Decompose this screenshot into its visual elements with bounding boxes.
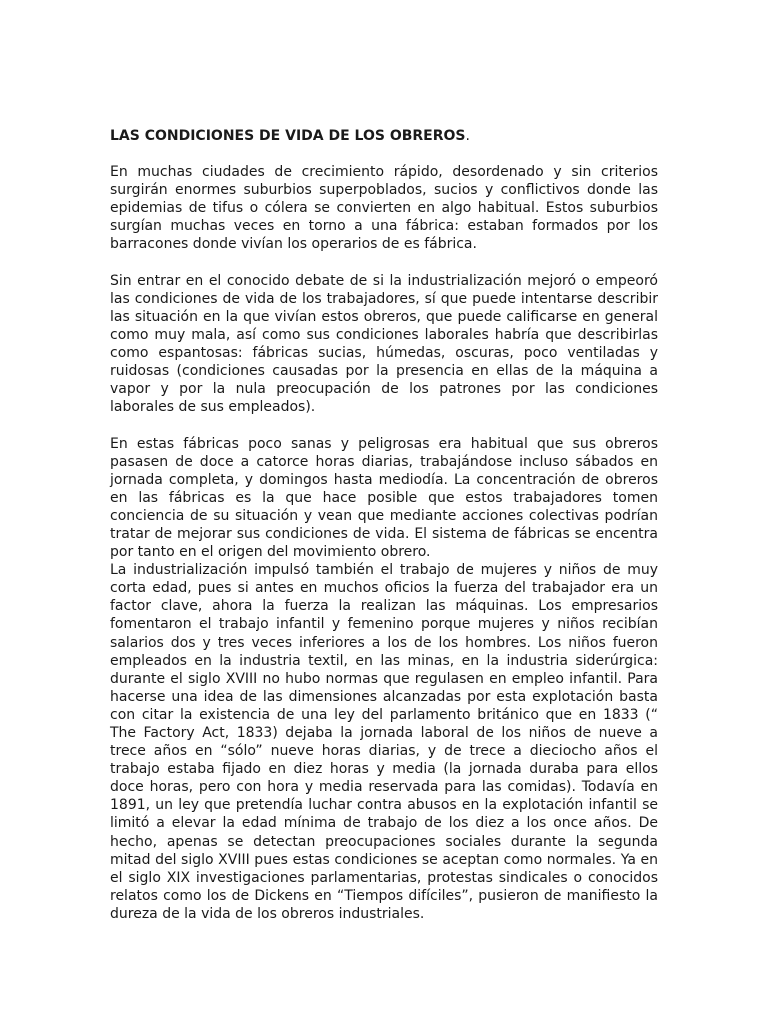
document-title <box>110 127 658 145</box>
paragraph-1: En muchas ciudades de crecimiento rápido, desordenado y sin criterios surgirán enormes suburbios superpoblados, sucios y conflictivos donde las epidemias de tifus o cólera se convierten en algo habitual. Estos suburbios surgían muchas veces en torno a una fábrica: estaban formados por los barracones donde vivían los operarios de es fábrica. <box>110 164 658 253</box>
paragraph-2: Sin entrar en el conocido debate de si la industrialización mejoró o empeoró las condiciones de vida de los trabajadores, sí que puede intentarse describir las situación en la que vivían estos obreros, que puede calificarse en general como muy mala, así como sus condiciones laborales habría que describirlas como espantosas: fábricas sucias, húmedas, oscuras, poco ventiladas y ruidosas (condiciones causadas por la presencia en ellas de la máquina a vapor y por la nula preocupación de los patrones por las condiciones laborales de sus empleados). <box>110 272 658 416</box>
title-suffix: . <box>465 128 470 144</box>
paragraph-4: La industrialización impulsó también el trabajo de mujeres y niños de muy corta edad, pues si antes en muchos oficios la fuerza del trabajador era un factor clave, ahora la fuerza la realizan las máquinas. Los empresarios fomentaron el trabajo infantil y femenino porque mujeres y niños recibían salarios dos y tres veces inferiores a los de los hombres. Los niños fueron empleados en la industria textil, en las minas, en la industria siderúrgica: durante el siglo XVIII no hubo normas que regulasen en empleo infantil. Para hacerse una idea de las dimensiones alcanzadas por esta explotación basta con citar la existencia de una ley del parlamento británico que en 1833 (“ The Factory Act, 1833) dejaba la jornada laboral de los niños de nueve a trece años en “sólo” nueve horas diarias, y de trece a dieciocho años el trabajo estaba fijado en diez horas y media (la jornada duraba para ellos doce horas, pero con hora y media reservada para las comidas). Todavía en 1891, un ley que pretendía luchar contra abusos en la explotación infantil se limitó a elevar la edad mínima de trabajo de los diez a los once años. De hecho, apenas se detectan preocupaciones sociales durante la segunda mitad del siglo XVIII pues estas condiciones se aceptan como normales. Ya en el siglo XIX investigaciones parlamentarias, protestas sindicales o conocidos relatos como los de Dickens en “Tiempos difíciles”, pusieron de manifiesto la dureza de la vida de los obreros industriales. <box>110 562 658 922</box>
title-text: LAS CONDICIONES DE VIDA DE LOS OBREROS <box>110 128 466 144</box>
paragraph-3: En estas fábricas poco sanas y peligrosas era habitual que sus obreros pasasen de doce a catorce horas diarias, trabajándose incluso sábados en jornada completa, y domingos hasta mediodía. La concentración de obreros en las fábricas es la que hace posible que estos trabajadores tomen conciencia de su situación y vean que mediante acciones colectivas podrían tratar de mejorar sus condiciones de vida. El sistema de fábricas se encentra por tanto en el origen del movimiento obrero. <box>110 435 658 561</box>
